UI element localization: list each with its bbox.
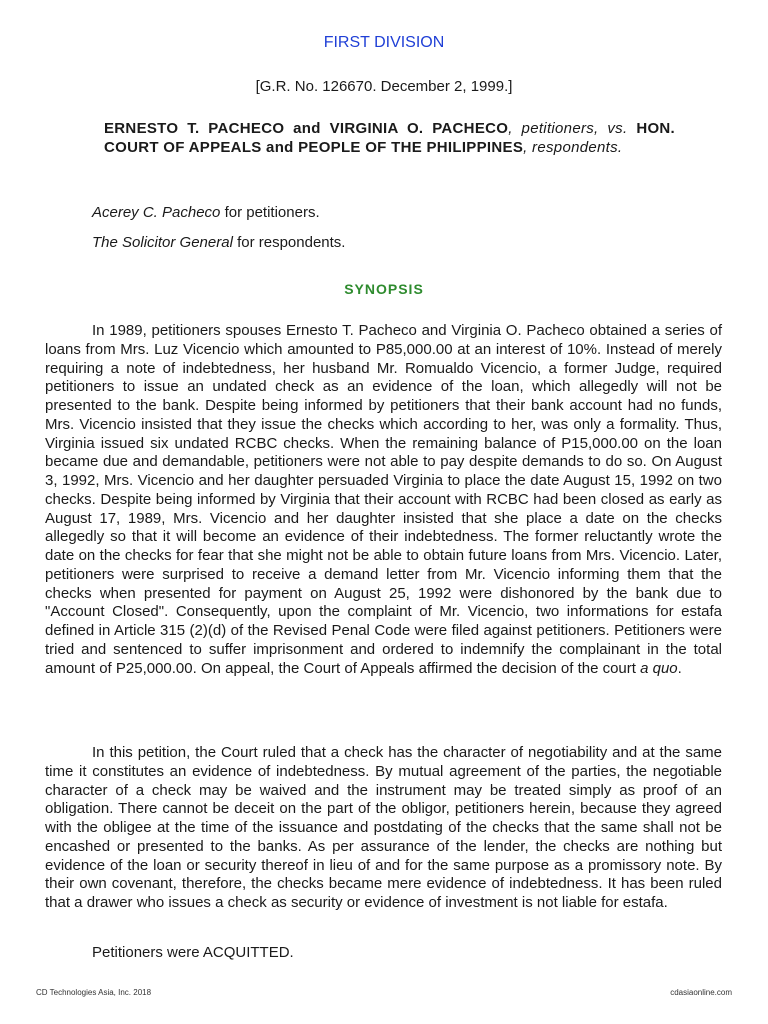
counsel-role: for respondents. <box>232 234 346 251</box>
synopsis-paragraph-1 <box>45 322 722 678</box>
footer-website: cdasiaonline.com <box>670 988 732 997</box>
respondents-names: HON. COURT OF APPEALS and PEOPLE OF THE PHILIPPINES <box>104 120 676 156</box>
counsel-role: for petitioners. <box>220 204 320 221</box>
footer-publisher: CD Technologies Asia, Inc. 2018 <box>36 988 152 997</box>
paragraph-end: . <box>677 659 682 677</box>
petitioners-label: , petitioners, vs. <box>508 120 628 137</box>
synopsis-heading: SYNOPSIS <box>344 281 424 297</box>
petitioners-names: ERNESTO T. PACHECO and VIRGINIA O. PACHECO <box>104 120 509 137</box>
counsel-petitioners <box>92 204 320 221</box>
paragraph-italic-term: a quo <box>640 659 678 677</box>
counsel-name: Acerey C. Pacheco <box>92 204 221 221</box>
paragraph-text: In 1989, petitioners spouses Ernesto T. Pacheco and Virginia O. Pacheco obtained a series of loans from Mrs. Luz Vicencio which amounted to P85,000.00 at an interest of 10%. Instead of merely requiring a note of indebtedness, her husband Mr. Romualdo Vicencio, a former Judge, required petitioners to issue an undated check as an evidence of the loan, which allegedly will not be presented to the bank. Despite being informed by petitioners that their bank account had no funds, Mrs. Vicencio insisted that they issue the checks which according to her, was only a formality. Thus, Virginia issued six undated RCBC checks. When the remaining balance of P15,000.00 on the loan became due and demandable, petitioners were not able to pay despite demands to do so. On August 3, 1992, Mrs. Vicencio and her daughter persuaded Virginia to place the date August 15, 1992 on two checks. Despite being informed by Virginia that their account with RCBC had been closed as early as August 17, 1989, Mrs. Vicencio and her daughter insisted that she place a date on the checks allegedly so that it will become an evidence of their indebtedness. The former reluctantly wrote the date on the checks for fear that she might not be able to obtain future loans from Mrs. Vicencio. Later, petitioners were surprised to receive a demand letter from Mr. Vicencio informing them that the checks when presented for payment on August 25, 1992 were dishonored by the bank due to "Account Closed". Consequently, upon the complaint of Mr. Vicencio, two informations for estafa defined in Article 315 (2)(d) of the Revised Penal Code were filed against petitioners. Petitioners were tried and sentenced to suffer imprisonment and ordered to indemnify the complainant in the total amount of P25,000.00. On appeal, the Court of Appeals affirmed the decision of the court <box>45 322 722 677</box>
case-number: [G.R. No. 126670. December 2, 1999.] <box>255 78 513 95</box>
case-parties <box>104 119 675 157</box>
counsel-respondents <box>92 234 345 251</box>
respondents-label: , respondents. <box>523 139 623 156</box>
counsel-name: The Solicitor General <box>92 234 233 251</box>
division-heading: FIRST DIVISION <box>323 34 445 51</box>
synopsis-paragraph-2: In this petition, the Court ruled that a check has the character of negotiability and at the same time it constitutes an evidence of indebtedness. By mutual agreement of the parties, the negotiable character of a check may be waived and the instrument may be treated simply as proof of an obligation. There cannot be deceit on the part of the obligor, petitioners herein, because they agreed with the obligee at the time of the issuance and postdating of the checks that the same shall not be encashed or presented to the banks. As per assurance of the lender, the checks are nothing but evidence of the loan or security thereof in lieu of and for the same purpose as a promissory note. By their own covenant, therefore, the checks became mere evidence of indebtedness. It has been ruled that a drawer who issues a check as security or evidence of investment is not liable for estafa. <box>45 744 722 911</box>
synopsis-paragraph-3: Petitioners were ACQUITTED. <box>92 944 294 961</box>
